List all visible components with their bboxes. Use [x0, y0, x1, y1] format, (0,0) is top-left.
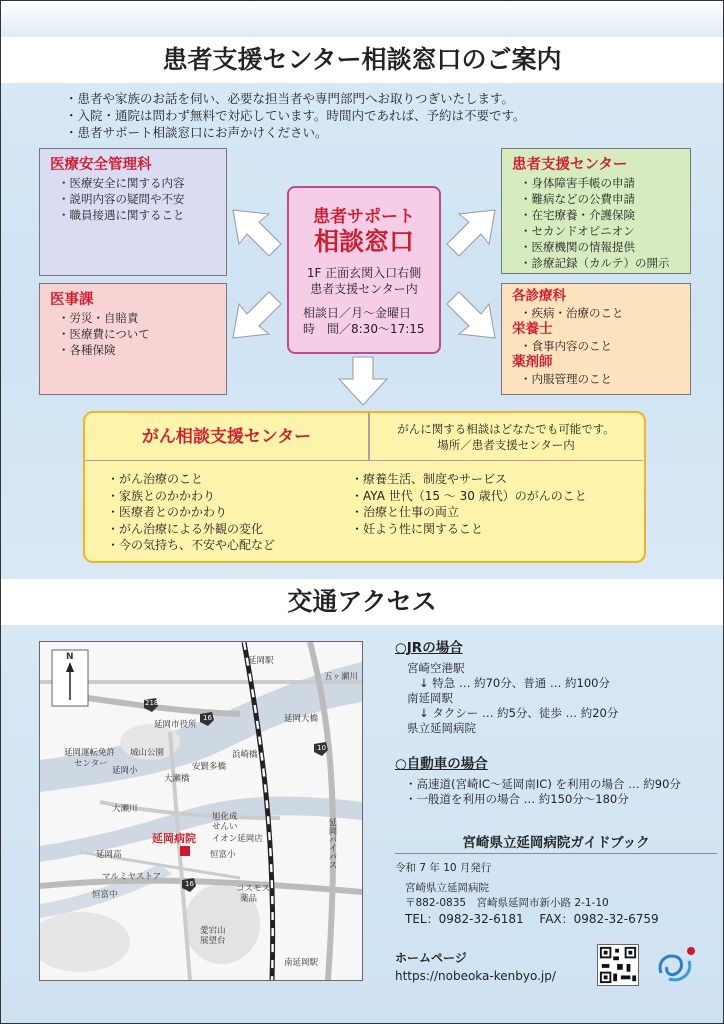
map-label: 南延岡駅: [284, 958, 319, 968]
map-label: 大瀬川: [112, 804, 138, 814]
list-item: ・ 妊よう性に関すること: [351, 521, 587, 538]
org-phone: TEL：0982-32-6181 FAX：0982-32-6759: [405, 912, 659, 926]
hospital-label: 延岡病院: [152, 832, 196, 845]
map-label: 展望台: [200, 936, 226, 946]
map-label: コスモス: [236, 884, 271, 894]
homepage-label: ホームページ: [395, 951, 467, 965]
hospital-logo-icon: [653, 943, 699, 987]
access-line: ・一般道を利用の場合 … 約150分～180分: [405, 792, 629, 806]
list-item: ・ 医療費について: [70, 326, 216, 342]
north-label: N: [66, 652, 74, 662]
list-item: ・ 説明内容の疑問や不安: [70, 191, 216, 207]
arrow-down-left-icon: [229, 286, 285, 342]
map-label: 延岡市役所: [154, 720, 197, 730]
map-label: センター: [74, 759, 108, 769]
section-title-consultation: 患者支援センター相談窓口のご案内: [1, 37, 723, 83]
route-label: 218: [145, 699, 159, 707]
access-line: 南延岡駅: [407, 691, 453, 705]
map-label: 城山公園: [130, 748, 165, 758]
map-label: イオン延岡店: [212, 834, 263, 844]
route-label: 10: [317, 744, 326, 752]
arrow-down-icon: [335, 355, 391, 409]
qr-code-icon[interactable]: [597, 944, 639, 986]
issue-date: 令和 7 年 10 月発行: [395, 862, 492, 874]
access-jr: [395, 639, 618, 736]
list-item: ・ 家族とのかかわり: [107, 488, 275, 505]
access-line: ・高速道(宮崎IC～延岡南IC) を利用の場合 … 約90分: [405, 777, 681, 791]
org-name: 宮崎県立延岡病院: [405, 882, 489, 894]
box-title: 栄養士: [512, 321, 553, 337]
map-label: 延岡小: [112, 766, 138, 776]
access-heading: ○自動車の場合: [395, 756, 488, 772]
access-line: ↓ 特急 … 約70分、普通 … 約100分: [419, 676, 610, 690]
patient-support-desk: [287, 186, 441, 354]
org-address: 〒882-0835 宮崎県延岡市新小路 2-1-10: [405, 897, 609, 909]
arrow-up-left-icon: [229, 206, 285, 262]
list-item: ・ セカンドオピニオン: [532, 223, 680, 239]
intro-line: ・患者サポート相談窓口にお声かけください。: [65, 125, 328, 140]
map-label: せんい: [212, 822, 238, 832]
arrow-down-right-icon: [443, 286, 499, 342]
box-kanja-shien: [501, 148, 691, 274]
map-label: 愛宕山: [200, 926, 226, 936]
list-item: ・ 医療安全に関する内容: [70, 175, 216, 191]
section-title-access: 交通アクセス: [1, 579, 723, 625]
box-departments: [501, 283, 691, 395]
homepage-link[interactable]: https://nobeoka-kenbyo.jp/: [395, 969, 556, 983]
map-label: 薬品: [240, 894, 258, 904]
cancer-center-note: がんに関する相談はどなたでも可能です。: [397, 422, 615, 436]
list-item: ・ 労災・自賠責: [70, 310, 216, 326]
box-title: 薬剤師: [512, 354, 553, 370]
map-label: 大瀬橋: [164, 774, 190, 784]
access-heading: ○JRの場合: [395, 640, 463, 656]
guidebook-title: 宮崎県立延岡病院ガイドブック: [462, 835, 650, 851]
map-label: 恒富小: [210, 850, 236, 860]
desk-days: 相談日／月～金曜日: [303, 306, 412, 320]
list-item: ・ 職員接遇に関すること: [70, 207, 216, 223]
list-item: ・ 難病などの公費申請: [532, 191, 680, 207]
map-label: 恒富中: [92, 890, 118, 900]
box-title: 医療安全管理科: [50, 157, 152, 173]
box-title: 各診療科: [512, 288, 566, 304]
list-item: ・ 在宅療養・介護保険: [532, 207, 680, 223]
list-item: ・ 身体障害手帳の申請: [532, 175, 680, 191]
map-label: 延岡大橋: [284, 714, 319, 724]
cancer-center-place: 場所／患者支援センター内: [437, 438, 575, 452]
access-map: [39, 641, 363, 981]
route-label: 16: [185, 880, 194, 888]
desk-title-line2: 相談窓口: [313, 227, 414, 256]
map-label: 安賢多橋: [192, 762, 227, 772]
arrow-up-right-icon: [443, 206, 499, 262]
list-item: ・ AYA 世代（15 ～ 30 歳代）のがんのこと: [351, 488, 587, 505]
list-item: ・ 食事内容のこと: [532, 338, 680, 354]
map-label: 延岡高: [96, 850, 122, 860]
box-title: 患者支援センター: [512, 157, 628, 173]
list-item: ・ がん治療のこと: [107, 471, 275, 488]
desk-location: 患者支援センター内: [310, 282, 418, 296]
cancer-center-title: がん相談支援センター: [141, 427, 312, 447]
access-line: 県立延岡病院: [407, 721, 476, 735]
list-item: ・ 診療記録（カルテ）の開示: [532, 255, 680, 271]
map-label: 旭化成: [212, 812, 238, 822]
list-item: ・ 医療機関の情報提供: [532, 239, 680, 255]
intro-text: [65, 90, 526, 141]
list-item: ・ 疾病・治療のこと: [532, 305, 680, 321]
map-label: 延岡バイパス: [327, 818, 337, 869]
list-item: ・ 内服管理のこと: [532, 371, 680, 387]
box-iji: [39, 283, 227, 395]
map-label: 浜崎橋: [232, 750, 258, 760]
list-item: ・ 治療と仕事の両立: [351, 504, 587, 521]
intro-line: ・患者や家族のお話を伺い、必要な担当者や専門部門へお取りつぎいたします。: [65, 91, 515, 106]
intro-line: ・入院・通院は問わず無料で対応しています。時間内であれば、予約は不要です。: [65, 108, 526, 123]
access-line: ↓ タクシー … 約5分、徒歩 … 約20分: [419, 706, 619, 720]
map-label: 延岡運転免許: [64, 748, 116, 758]
box-iryo-anzen: [39, 148, 227, 276]
list-item: ・ 療養生活、制度やサービス: [351, 471, 587, 488]
box-title: 医事課: [50, 292, 94, 308]
access-line: 宮崎空港駅: [407, 661, 465, 675]
list-item: ・ 医療者とのかかわり: [107, 504, 275, 521]
map-label: 延岡駅: [248, 656, 274, 666]
list-item: ・ 各種保険: [70, 342, 216, 358]
access-car: [395, 755, 681, 807]
desk-title-line1: 患者サポート: [313, 207, 415, 227]
map-label: 五ヶ瀬川: [324, 672, 359, 682]
route-label: 16: [203, 714, 212, 722]
desk-hours: 時 間／8:30～17:15: [303, 322, 425, 336]
list-item: ・ がん治療による外観の変化: [107, 521, 275, 538]
map-label: マルミヤストア: [102, 872, 162, 882]
list-item: ・ 今の気持ち、不安や心配など: [107, 537, 275, 554]
cancer-consultation-center: [83, 411, 646, 563]
desk-location: 1F 正面玄関入口右側: [306, 266, 422, 280]
